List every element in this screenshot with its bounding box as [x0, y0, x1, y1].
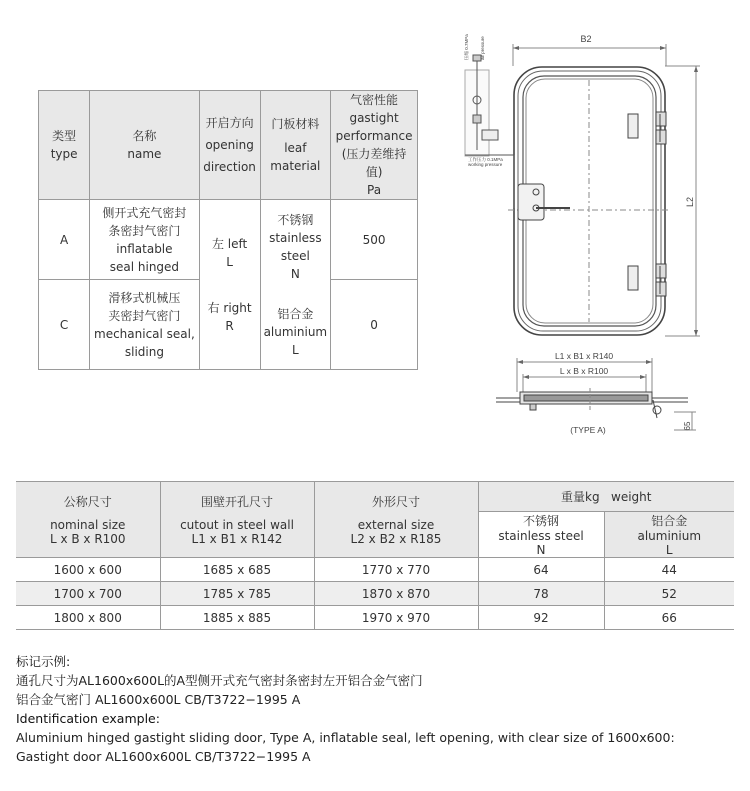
notes-en-heading: Identification example: [16, 711, 160, 726]
cutout-size: 1785 x 785 [160, 582, 314, 606]
type-a-label: (TYPE A) [570, 425, 606, 435]
header-nominal-size: 公称尺寸 nominal size L x B x R100 [16, 482, 160, 558]
size-row [16, 606, 734, 630]
door-technical-drawing [460, 30, 730, 440]
notes-en-line: Gastight door AL1600x600L CB/T3722−1995 A [16, 749, 311, 764]
header-name: 名称 name [90, 91, 199, 200]
type-name: 侧开式充气密封 条密封气密门 inflatable seal hinged [90, 200, 199, 280]
type-table-header-row [39, 91, 418, 200]
svg-text:working pressure: working pressure [468, 162, 503, 167]
depth-dimension [674, 412, 696, 430]
external-size: 1870 x 870 [314, 582, 478, 606]
size-table-header-row [16, 482, 734, 512]
notes-cn-line: 铝合金气密门 AL1600x600L CB/T3722−1995 A [16, 692, 301, 707]
weight-stainless: 64 [478, 558, 604, 582]
type-row-a [39, 200, 418, 280]
hinge-lower [628, 264, 666, 296]
header-opening-direction: 开启方向 opening direction [199, 91, 260, 200]
size-row [16, 582, 734, 606]
type-name: 滑移式机械压 夹密封气密门 mechanical seal, sliding [90, 280, 199, 370]
notes-en-line: Aluminium hinged gastight sliding door, Type A, inflatable seal, left opening, with clear size of 1600x600: [16, 730, 675, 745]
external-size: 1770 x 770 [314, 558, 478, 582]
section-dimensions [517, 351, 652, 392]
header-gastight-performance: 气密性能 gastight performance (压力差维持值) Pa [331, 91, 418, 200]
size-row [16, 558, 734, 582]
door-type-table [38, 90, 418, 370]
header-leaf-material: 门板材料 leaf material [260, 91, 331, 200]
identification-notes [16, 652, 675, 766]
l2-label: L2 [685, 196, 695, 208]
opening-direction-cell: 左 left L 右 right R [199, 200, 260, 370]
header-weight-aluminium: 铝合金 aluminium L [604, 512, 734, 558]
svg-text:压缩 0.7MPa: 压缩 0.7MPa [464, 34, 469, 60]
nominal-size: 1700 x 700 [16, 582, 160, 606]
size-weight-table [16, 481, 734, 630]
b2-label: B2 [580, 34, 592, 44]
header-cutout-size: 围壁开孔尺寸 cutout in steel wall L1 x B1 x R142 [160, 482, 314, 558]
notes-cn-line: 通孔尺寸为AL1600x600L的A型侧开式充气密封条密封左开铝合金气密门 [16, 673, 423, 688]
dim-lb-label: L x B x R100 [559, 366, 609, 376]
header-external-size: 外形尺寸 external size L2 x B2 x R185 [314, 482, 478, 558]
nominal-size: 1800 x 800 [16, 606, 160, 630]
header-weight: 重量kg weight [478, 482, 734, 512]
gastight-value: 500 [331, 200, 418, 280]
weight-aluminium: 66 [604, 606, 734, 630]
cutout-size: 1885 x 885 [160, 606, 314, 630]
type-code: C [39, 280, 90, 370]
svg-text:air pressure: air pressure [480, 36, 485, 60]
weight-aluminium: 44 [604, 558, 734, 582]
nominal-size: 1600 x 600 [16, 558, 160, 582]
external-size: 1970 x 970 [314, 606, 478, 630]
cutout-size: 1685 x 685 [160, 558, 314, 582]
weight-stainless: 78 [478, 582, 604, 606]
l2-dimension [665, 66, 700, 336]
header-type: 类型 type [39, 91, 90, 200]
leaf-material-cell: 不锈钢 stainless steel N 铝合金 aluminium L [260, 200, 331, 370]
weight-stainless: 92 [478, 606, 604, 630]
b2-dimension [513, 34, 666, 66]
notes-cn-heading: 标记示例: [16, 654, 71, 669]
type-code: A [39, 200, 90, 280]
hinge-upper [628, 112, 666, 144]
gastight-value: 0 [331, 280, 418, 370]
dim-l1b1-label: L1 x B1 x R140 [554, 351, 614, 361]
door-handle [518, 184, 570, 220]
pneumatic-schematic [463, 34, 514, 208]
svg-text:工作压力 0.1MPa: 工作压力 0.1MPa [468, 157, 503, 162]
weight-aluminium: 52 [604, 582, 734, 606]
door-section-view [496, 388, 688, 418]
header-weight-stainless: 不锈钢 stainless steel N [478, 512, 604, 558]
dim-65-label: 65 [683, 421, 692, 431]
